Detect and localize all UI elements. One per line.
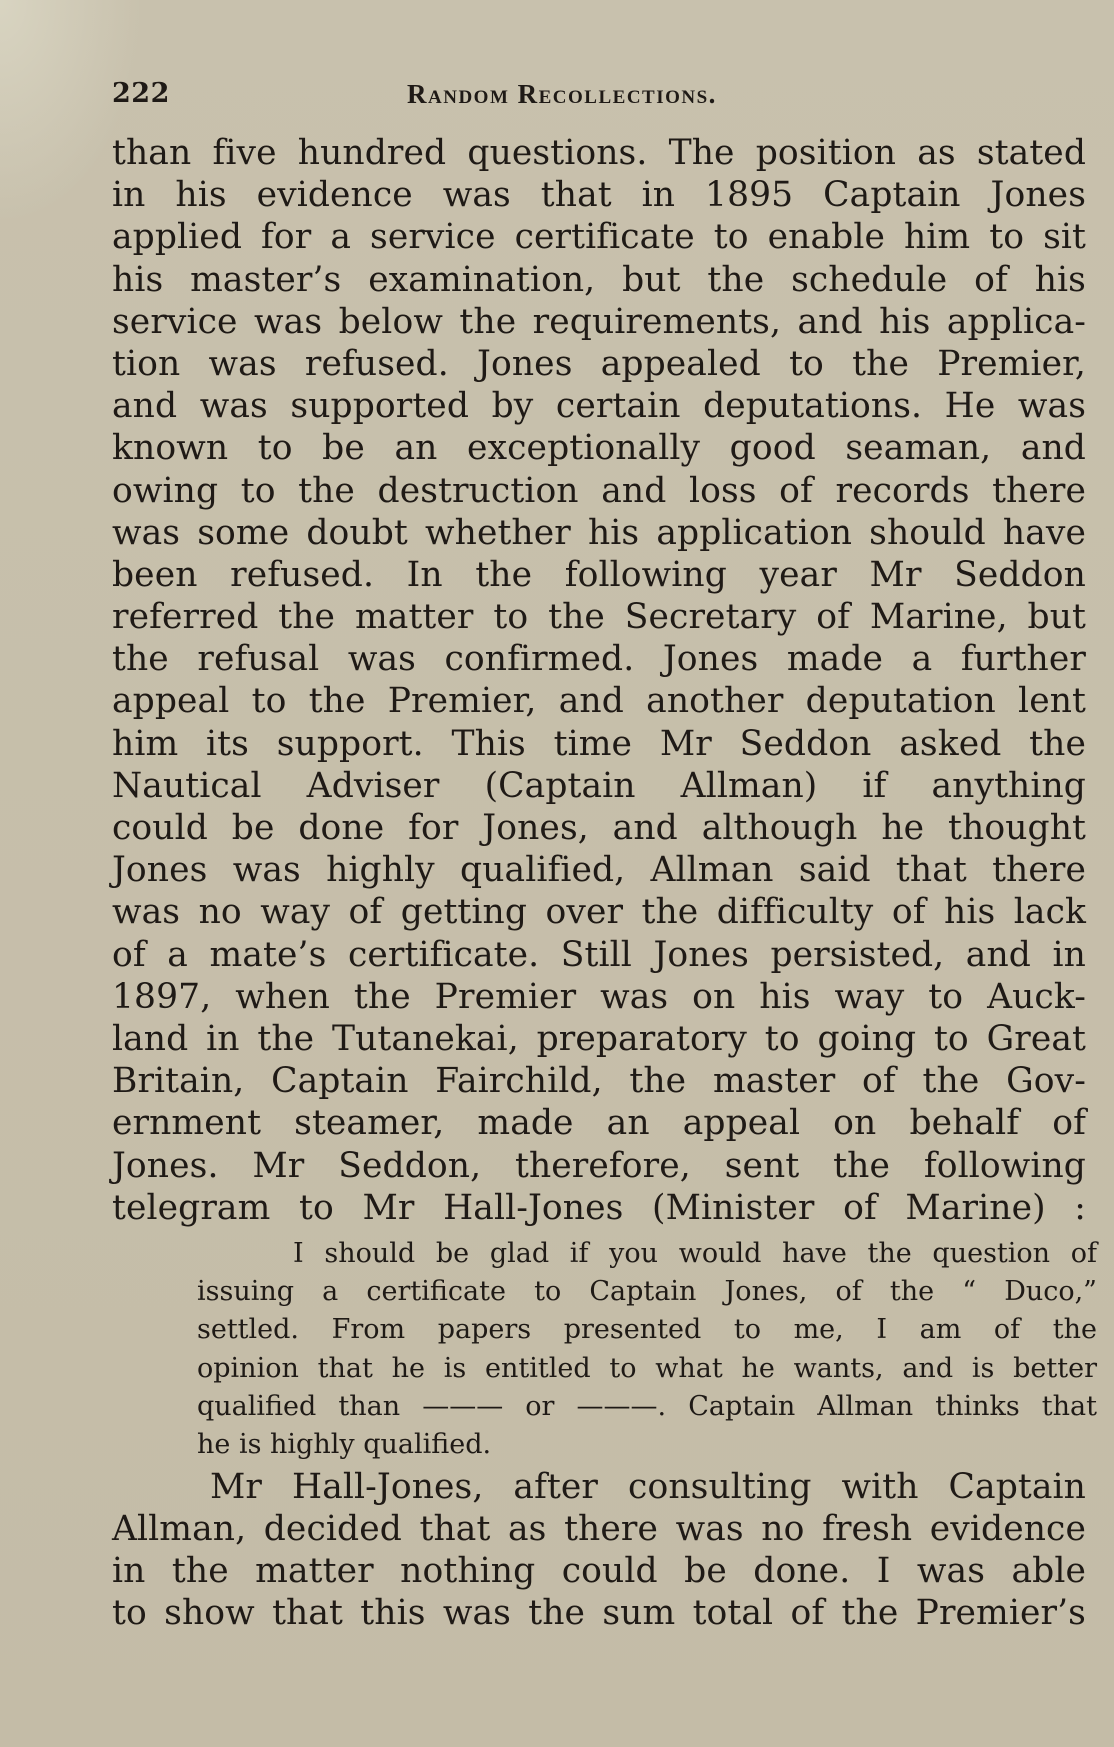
text-line: Mr Hall-Jones, after consulting with Captain [210,1466,1086,1507]
text-line: service was below the requirements, and his applica- [112,301,1086,342]
quote-line: opinion that he is entitled to what he wants, and is better [197,1352,1097,1384]
text-line: in the matter nothing could be done. I was able [112,1551,1086,1592]
text-line: Jones. Mr Seddon, therefore, sent the following [112,1145,1086,1186]
text-line: been refused. In the following year Mr Seddon [112,554,1086,595]
text-line: Britain, Captain Fairchild, the master of the Gov- [112,1061,1086,1102]
text-line: than five hundred questions. The position as stated [112,133,1086,173]
text-line: in his evidence was that in 1895 Captain Jones [112,175,1086,216]
text-line: could be done for Jones, and although he thought [112,808,1086,848]
text-line: to show that this was the sum total of the Premier’s [112,1593,1086,1634]
text-line: tion was refused. Jones appealed to the Premier, [112,343,1086,384]
text-line: was no way of getting over the difficulty of his lack [112,892,1086,933]
text-line: land in the Tutanekai, preparatory to going to Great [112,1018,1086,1059]
quote-line: issuing a certificate to Captain Jones, of the “ Duco,” [197,1276,1097,1308]
running-title: Random Recollections. [407,79,717,109]
text-line: Allman, decided that as there was no fresh evidence [112,1508,1086,1549]
quote-line: settled. From papers presented to me, I am of the [197,1314,1097,1346]
text-line: known to be an exceptionally good seaman, and [112,428,1086,469]
text-line: Jones was highly qualified, Allman said that there [112,850,1086,891]
body-text [112,132,1097,1634]
text-line: of a mate’s certificate. Still Jones persisted, and in [112,934,1086,975]
text-line: referred the matter to the Secretary of Marine, but [112,597,1086,638]
text-line: him its support. This time Mr Seddon asked the [112,723,1086,764]
text-line: ernment steamer, made an appeal on behalf of [112,1103,1086,1144]
text-line: appeal to the Premier, and another deputation lent [112,681,1086,722]
quote-line: qualified than ——— or ———. Captain Allman thinks that [197,1391,1097,1423]
text-line: his master’s examination, but the schedule of his [112,259,1086,300]
main-paragraph [112,132,1086,1229]
text-line: and was supported by certain deputations. He was [112,386,1086,427]
page-number: 222 [112,78,170,109]
quote-line: he is highly qualified. [197,1429,492,1461]
running-head [110,74,790,124]
quote-line: I should be glad if you would have the question of [293,1237,1097,1269]
text-line: was some doubt whether his application should have [112,512,1086,553]
telegram-quote [197,1235,1097,1465]
continuation-paragraph [112,1466,1086,1635]
text-line: the refusal was confirmed. Jones made a further [112,639,1086,680]
text-line: telegram to Mr Hall-Jones (Minister of Marine) : [112,1187,1086,1228]
text-line: Nautical Adviser (Captain Allman) if anything [112,765,1086,806]
text-line: 1897, when the Premier was on his way to Auck- [112,976,1086,1017]
text-line: applied for a service certificate to enable him to sit [112,217,1086,258]
text-line: owing to the destruction and loss of records there [112,470,1086,511]
